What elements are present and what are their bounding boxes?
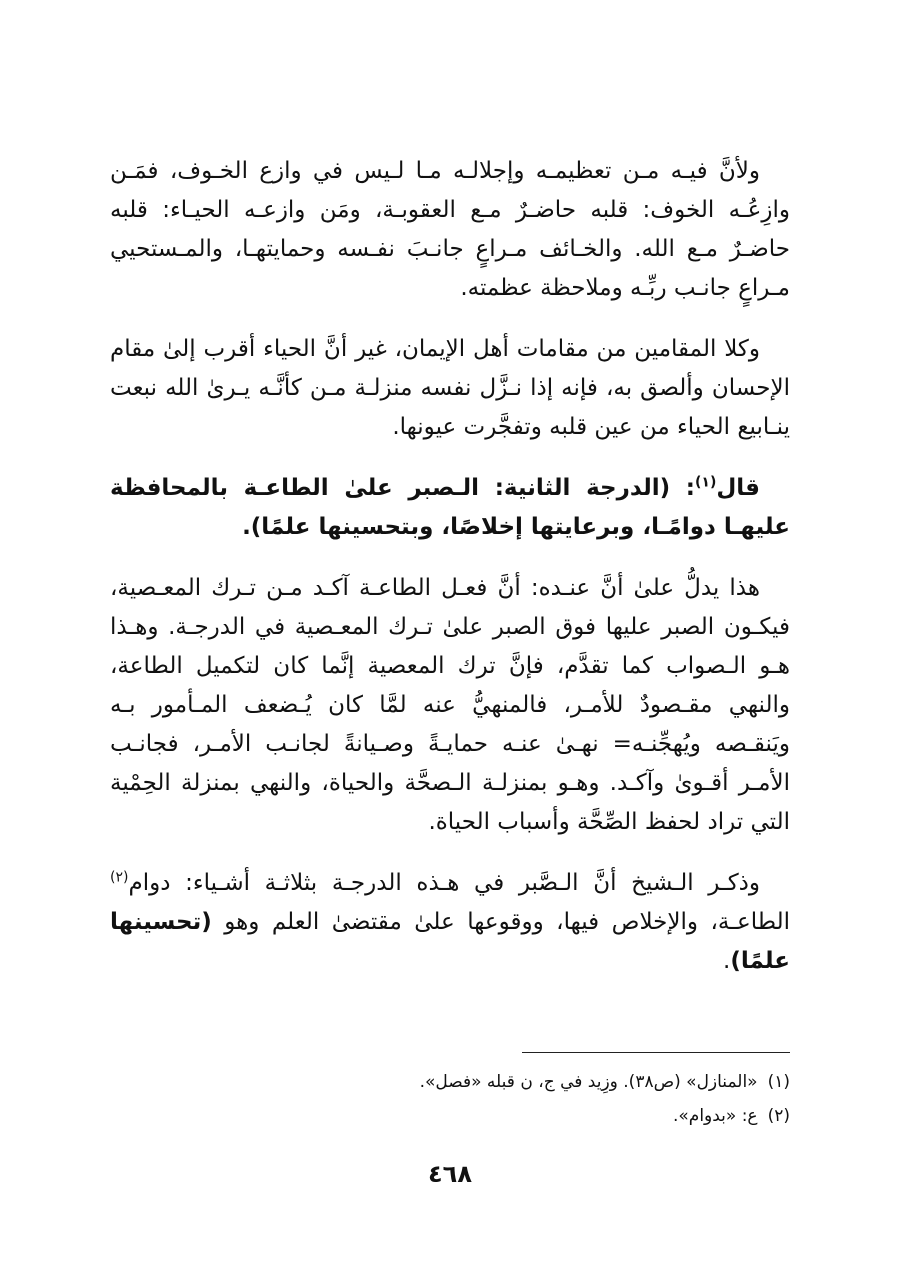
paragraph-1: ولأنَّ فيـه مـن تعظيمـه وإجلالـه مـا لـيس في وازع الخـوف، فمَـن وازِعُـه الخوف: قلبه حاضـرٌ مـع العقوبـة، ومَن وازعـه الحيـاء: قلبه حاضـرٌ مـع الله. والخـائف مـراعٍ جانـبَ نفـسه وحمايتهـا، والمـستحيي مـراعٍ جانـب ربِّـه وملاحظة عظمته. [110, 158, 790, 301]
footnote-ref-1: (١) [694, 474, 717, 491]
footnote-ref-2: (٢) [110, 869, 129, 886]
footnote-number: (١) [767, 1072, 790, 1092]
paragraph-5-part-a: وذكـر الـشيخ أنَّ الـصَّبر في هـذه الدرجـة بثلاثـة أشـياء: دوام [128, 870, 760, 896]
footnote-number: (٢) [767, 1106, 790, 1126]
qal-heading: قال [716, 475, 760, 501]
footnotes [110, 1068, 790, 1136]
footnote-text: «المنازل» (ص٣٨). وزِيد في ج، ن قبله «فصل». [419, 1072, 758, 1092]
main-text [110, 152, 790, 1003]
paragraph-5-part-b: الطاعـة، والإخلاص فيها، ووقوعها علىٰ مقتضىٰ العلم وهو [211, 909, 790, 935]
quote-text: : (الدرجة الثانية: الـصبر علىٰ الطاعـة بالمحافظة عليهـا دوامًـا، وبرعايتها إخلاصًا، وبتحسينها علمًا). [110, 475, 790, 540]
footnote-text: ع: «بدوام». [672, 1106, 758, 1126]
book-page [110, 0, 790, 1271]
page-number: ٤٦٨ [428, 1160, 472, 1188]
paragraph-5-bold: (تحسينها علمًا) [110, 909, 790, 974]
paragraph-5 [110, 864, 790, 981]
footnote-1 [110, 1068, 790, 1096]
paragraph-5-end: . [723, 948, 731, 974]
paragraph-4: هذا يدلُّ علىٰ أنَّ عنـده: أنَّ فعـل الطاعـة آكـد مـن تـرك المعـصية، فيكـون الصبر عليها فوق الصبر علىٰ تـرك المعـصية في الدرجـة. وهـذا هـو الـصواب كما تقدَّم، فإنَّ ترك المعصية إنَّما كان لتكميل الطاعة، والنهي مقـصودٌ للأمـر، فالمنهيُّ عنه لمَّا كان يُـضعف المـأمور بـه ويَنقـصه ويُهجِّنـه= نهـىٰ عنـه حمايـةً وصـيانةً لجانـب الأمـر، فجانـب الأمـر أقـوىٰ وآكـد. وهـو بمنزلـة الـصحَّة والحياة، والنهي بمنزلة الحِمْية التي تراد لحفظ الصِّحَّة وأسباب الحياة. [110, 575, 790, 835]
footnote-divider [522, 1052, 790, 1053]
paragraph-2: وكلا المقامين من مقامات أهل الإيمان، غير أنَّ الحياء أقرب إلىٰ مقام الإحسان وألصق به، فإنه إذا نـزَّل نفسه منزلـة مـن كأنَّـه يـرىٰ الله نبعت ينـابيع الحياء من عين قلبه وتفجَّرت عيونها. [110, 336, 790, 440]
paragraph-3-quote [110, 469, 790, 547]
footnote-2 [110, 1102, 790, 1130]
